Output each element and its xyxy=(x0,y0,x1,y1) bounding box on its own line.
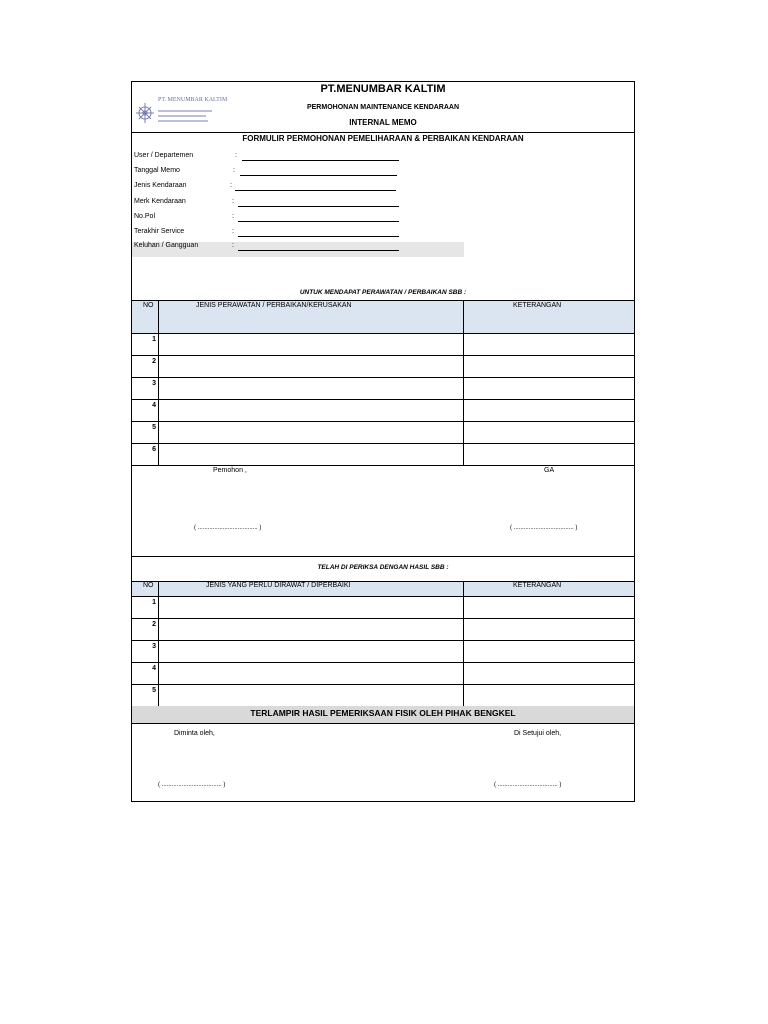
divider xyxy=(158,581,159,706)
row-number: 4 xyxy=(152,665,156,672)
requested-by-signature-line[interactable]: ( .................................... ) xyxy=(158,782,226,788)
divider xyxy=(132,443,634,444)
divider xyxy=(132,355,634,356)
field-input-vehicle-type[interactable] xyxy=(235,190,396,191)
divider xyxy=(132,421,634,422)
field-label-complaint: Keluhan / Gangguan xyxy=(134,242,199,249)
applicant-label: Pemohon , xyxy=(213,467,247,474)
maintenance-request-form xyxy=(131,81,635,802)
colon: : xyxy=(235,152,237,159)
row-number: 1 xyxy=(152,336,156,343)
colon: : xyxy=(232,228,234,235)
approved-by-label: Di Setujui oleh, xyxy=(514,730,562,737)
divider xyxy=(158,300,159,465)
field-input-complaint[interactable] xyxy=(238,250,399,251)
field-input-last-service[interactable] xyxy=(238,236,399,237)
field-label-last-service: Terakhir Service xyxy=(134,228,185,235)
divider xyxy=(132,684,634,685)
divider xyxy=(132,377,634,378)
field-input-memo-date[interactable] xyxy=(240,175,397,176)
field-label-plate: No.Pol xyxy=(134,213,156,220)
divider xyxy=(132,596,634,597)
divider xyxy=(132,640,634,641)
requested-by-label: Diminta oleh, xyxy=(174,730,215,737)
memo-title: INTERNAL MEMO xyxy=(349,118,417,127)
logo-text: PT. MENUMBAR KALTIM xyxy=(158,97,228,103)
section1-col-no: NO xyxy=(143,302,154,309)
section2-col-desc: JENIS YANG PERLU DIRAWAT / DIPERBAIKI xyxy=(206,582,351,589)
field-label-vehicle-type: Jenis Kendaraan xyxy=(134,182,187,189)
section1-caption: UNTUK MENDAPAT PERAWATAN / PERBAIKAN SBB : xyxy=(299,289,467,296)
field-label-memo-date: Tanggal Memo xyxy=(134,167,180,174)
divider xyxy=(132,723,634,724)
applicant-signature-line[interactable]: ( .................................... ) xyxy=(194,525,262,531)
row-number: 4 xyxy=(152,402,156,409)
field-input-plate[interactable] xyxy=(238,221,399,222)
section2-caption: TELAH DI PERIKSA DENGAN HASIL SBB : xyxy=(317,564,449,571)
divider xyxy=(132,618,634,619)
row-number: 2 xyxy=(152,358,156,365)
section2-col-no: NO xyxy=(143,582,154,589)
colon: : xyxy=(232,213,234,220)
field-label-vehicle-brand: Merk Kendaraan xyxy=(134,198,186,205)
ga-signature-line[interactable]: ( .................................... ) xyxy=(510,525,578,531)
row-number: 6 xyxy=(152,446,156,453)
row-number: 2 xyxy=(152,621,156,628)
divider xyxy=(132,399,634,400)
ga-label: GA xyxy=(544,467,555,474)
field-label-user: User / Departemen xyxy=(134,152,194,159)
row-number: 3 xyxy=(152,643,156,650)
colon: : xyxy=(232,198,234,205)
form-title: FORMULIR PERMOHONAN PEMELIHARAAN & PERBAIKAN KENDARAAN xyxy=(242,134,524,143)
form-subtitle: PERMOHONAN MAINTENANCE KENDARAAN xyxy=(306,104,460,111)
section2-col-note: KETERANGAN xyxy=(513,582,562,589)
row-number: 1 xyxy=(152,599,156,606)
colon: : xyxy=(233,167,235,174)
row-number: 5 xyxy=(152,424,156,431)
field-input-vehicle-brand[interactable] xyxy=(238,206,399,207)
divider xyxy=(132,300,634,301)
row-number: 5 xyxy=(152,687,156,694)
company-name: PT.MENUMBAR KALTIM xyxy=(320,83,446,95)
divider xyxy=(132,465,634,466)
field-input-user[interactable] xyxy=(242,160,399,161)
divider xyxy=(132,556,634,557)
divider xyxy=(463,300,464,465)
colon: : xyxy=(232,242,234,249)
colon: : xyxy=(230,182,232,189)
section1-col-note: KETERANGAN xyxy=(513,302,562,309)
divider xyxy=(132,333,634,334)
divider xyxy=(132,662,634,663)
section1-col-desc: JENIS PERAWATAN / PERBAIKAN/KERUSAKAN xyxy=(196,302,352,309)
divider xyxy=(463,581,464,706)
approved-by-signature-line[interactable]: ( .................................... ) xyxy=(494,782,562,788)
divider xyxy=(132,132,634,133)
row-number: 3 xyxy=(152,380,156,387)
attachment-note: TERLAMPIR HASIL PEMERIKSAAN FISIK OLEH PIHAK BENGKEL xyxy=(250,708,516,718)
